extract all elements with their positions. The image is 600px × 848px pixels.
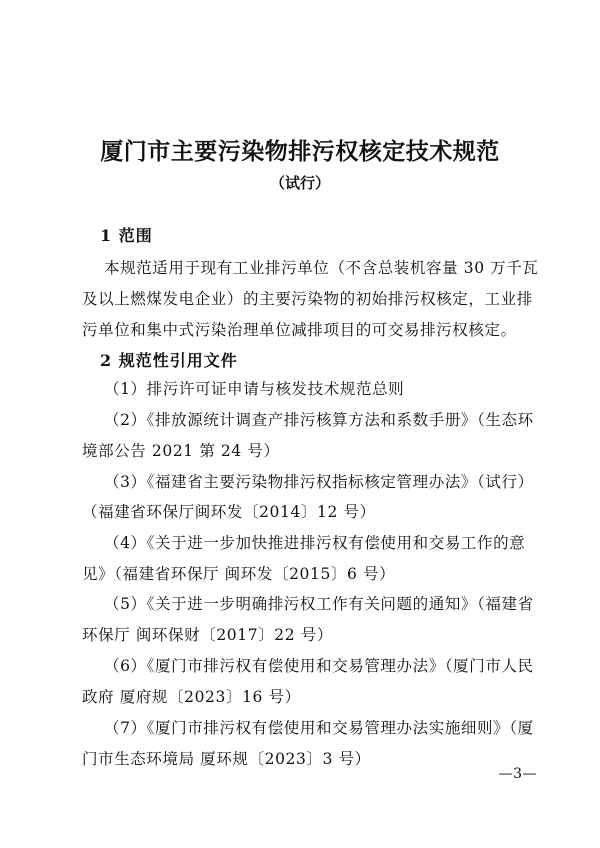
document-title: 厦门市主要污染物排污权核定技术规范 [100, 138, 500, 165]
scope-line-2: 及以上燃煤发电企业）的主要污染物的初始排污权核定，工业排 [82, 290, 533, 308]
reference-item-4-line-1: （4）《关于进一步加快推进排污权有偿使用和交易工作的意 [104, 534, 526, 552]
document-subtitle: （试行） [269, 174, 330, 192]
reference-item-6-line-1: （6）《厦门市排污权有偿使用和交易管理办法》（厦门市人民 [104, 657, 534, 675]
scope-line-1: 本规范适用于现有工业排污单位（不含总装机容量 30 万千瓦 [104, 259, 539, 277]
reference-item-3-line-1: （3）《福建省主要污染物排污权指标核定管理办法》（试行） [104, 473, 534, 491]
reference-item-2-line-1: （2）《排放源统计调查产排污核算方法和系数手册》（生态环 [104, 411, 534, 429]
reference-item-5-line-2: 环保厅 闽环保财〔2017〕22 号） [82, 626, 333, 644]
reference-item-3-line-2: （福建省环保厅闽环发〔2014〕12 号） [82, 503, 376, 521]
scope-line-3: 污单位和集中式污染治理单位减排项目的可交易排污权核定。 [82, 321, 517, 339]
section-heading-normative-references: 2 规范性引用文件 [100, 351, 238, 370]
reference-item-7-line-2: 门市生态环境局 厦环规〔2023〕3 号） [82, 750, 371, 768]
reference-item-6-line-2: 政府 厦府规〔2023〕16 号） [82, 688, 301, 706]
reference-item-2-line-2: 境部公告 2021 第 24 号） [82, 442, 280, 460]
reference-item-5-line-1: （5）《关于进一步明确排污权工作有关问题的通知》（福建省 [104, 595, 534, 613]
reference-item-1-line-1: （1）排污许可证申请与核发技术规范总则 [104, 380, 405, 398]
section-heading-scope: 1 范围 [100, 226, 153, 245]
reference-item-4-line-2: 见》（福建省环保厅 闽环发〔2015〕6 号） [82, 565, 396, 583]
reference-item-7-line-1: （7）《厦门市排污权有偿使用和交易管理办法实施细则》（厦 [104, 719, 534, 737]
page-number: —3— [498, 766, 537, 782]
